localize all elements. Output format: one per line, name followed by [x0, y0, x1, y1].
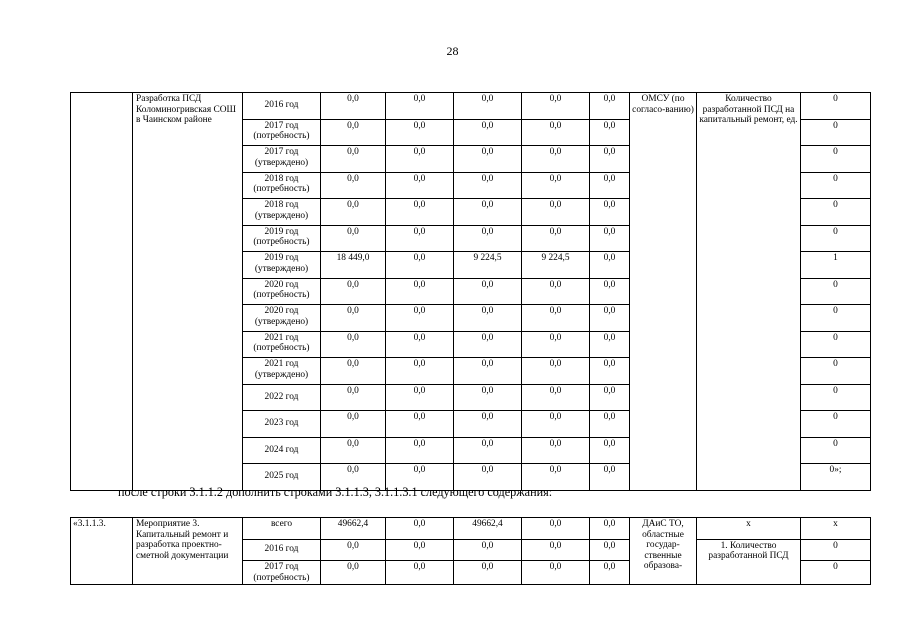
year-cell: 2016 год [243, 539, 321, 561]
value-cell: 0,0 [590, 172, 630, 199]
value-cell: 0,0 [522, 331, 590, 358]
value-cell: 0,0 [454, 93, 522, 120]
value-cell: 0,0 [454, 172, 522, 199]
indicator-name-cell: x [697, 518, 801, 540]
value-cell: 0,0 [386, 199, 454, 226]
value-cell: 0,0 [454, 464, 522, 491]
value-cell: 49662,4 [321, 518, 386, 540]
value-cell: 0,0 [590, 199, 630, 226]
indicator-value-cell: 0 [801, 172, 871, 199]
year-cell: 2024 год [243, 437, 321, 464]
value-cell: 49662,4 [454, 518, 522, 540]
value-cell: 0,0 [454, 331, 522, 358]
indicator-value-cell: 0 [801, 437, 871, 464]
value-cell: 0,0 [522, 278, 590, 305]
value-cell: 0,0 [522, 305, 590, 332]
value-cell: 0,0 [321, 384, 386, 411]
value-cell: 0,0 [386, 437, 454, 464]
value-cell: 0,0 [386, 358, 454, 385]
year-cell: 2018 год (потребность) [243, 172, 321, 199]
value-cell: 0,0 [522, 561, 590, 585]
page-number: 28 [446, 44, 459, 58]
value-cell: 0,0 [522, 93, 590, 120]
year-cell: 2020 год (утверждено) [243, 305, 321, 332]
value-cell: 0,0 [386, 411, 454, 438]
indicator-value-cell: x [801, 518, 871, 540]
value-cell: 0,0 [386, 278, 454, 305]
year-cell: 2017 год (потребность) [243, 119, 321, 146]
indicator-value-cell: 0 [801, 411, 871, 438]
value-cell: 0,0 [386, 252, 454, 279]
indicator-value-cell: 0 [801, 384, 871, 411]
year-cell: 2019 год (потребность) [243, 225, 321, 252]
value-cell: 0,0 [522, 411, 590, 438]
indicator-value-cell: 0 [801, 225, 871, 252]
value-cell: 0,0 [454, 199, 522, 226]
value-cell: 0,0 [590, 119, 630, 146]
value-cell: 0,0 [454, 119, 522, 146]
value-cell: 0,0 [590, 539, 630, 561]
value-cell: 0,0 [590, 358, 630, 385]
value-cell: 0,0 [454, 225, 522, 252]
value-cell: 0,0 [386, 561, 454, 585]
year-cell: 2017 год (утверждено) [243, 146, 321, 173]
value-cell: 0,0 [321, 278, 386, 305]
indicator-name-cell: Количество разработанной ПСД на капитальный ремонт, ед. [697, 93, 801, 491]
value-cell: 9 224,5 [522, 252, 590, 279]
value-cell: 0,0 [454, 305, 522, 332]
indicator-name-cell: 1. Количество разработанной ПСД [697, 539, 801, 585]
value-cell: 0,0 [522, 358, 590, 385]
year-cell: 2019 год (утверждено) [243, 252, 321, 279]
value-cell: 0,0 [590, 278, 630, 305]
value-cell: 0,0 [522, 146, 590, 173]
value-cell: 0,0 [321, 437, 386, 464]
value-cell: 0,0 [321, 464, 386, 491]
year-cell: 2016 год [243, 93, 321, 120]
indicator-value-cell: 0»; [801, 464, 871, 491]
value-cell: 0,0 [522, 199, 590, 226]
indicator-value-cell: 0 [801, 305, 871, 332]
value-cell: 0,0 [386, 119, 454, 146]
value-cell: 0,0 [321, 146, 386, 173]
indicator-value-cell: 0 [801, 278, 871, 305]
value-cell: 0,0 [522, 119, 590, 146]
value-cell: 9 224,5 [454, 252, 522, 279]
row-number-cell: «3.1.1.3. [71, 518, 133, 585]
value-cell: 0,0 [386, 172, 454, 199]
indicator-value-cell: 0 [801, 93, 871, 120]
value-cell: 0,0 [454, 437, 522, 464]
value-cell: 0,0 [522, 437, 590, 464]
value-cell: 0,0 [454, 561, 522, 585]
executor-cell: ДАиС ТО, областные государ-ственные образова- [630, 518, 697, 585]
value-cell: 0,0 [522, 172, 590, 199]
indicator-value-cell: 0 [801, 331, 871, 358]
value-cell: 0,0 [590, 464, 630, 491]
value-cell: 0,0 [321, 199, 386, 226]
indicator-value-cell: 0 [801, 561, 871, 585]
value-cell: 0,0 [590, 252, 630, 279]
value-cell: 0,0 [454, 278, 522, 305]
value-cell: 0,0 [454, 146, 522, 173]
value-cell: 0,0 [590, 93, 630, 120]
year-cell: 2025 год [243, 464, 321, 491]
value-cell: 0,0 [454, 384, 522, 411]
value-cell: 0,0 [386, 464, 454, 491]
year-cell: 2018 год (утверждено) [243, 199, 321, 226]
year-cell: 2021 год (потребность) [243, 331, 321, 358]
value-cell: 0,0 [590, 331, 630, 358]
value-cell: 0,0 [386, 331, 454, 358]
value-cell: 0,0 [386, 225, 454, 252]
value-cell: 0,0 [522, 518, 590, 540]
year-cell: 2021 год (утверждено) [243, 358, 321, 385]
value-cell: 0,0 [522, 384, 590, 411]
value-cell: 0,0 [454, 539, 522, 561]
value-cell: 0,0 [386, 539, 454, 561]
value-cell: 0,0 [386, 146, 454, 173]
value-cell: 0,0 [386, 518, 454, 540]
value-cell: 0,0 [590, 437, 630, 464]
year-cell: 2022 год [243, 384, 321, 411]
value-cell: 0,0 [454, 411, 522, 438]
value-cell: 0,0 [321, 539, 386, 561]
value-cell: 0,0 [590, 146, 630, 173]
indicator-value-cell: 0 [801, 199, 871, 226]
indicator-value-cell: 0 [801, 119, 871, 146]
year-cell: всего [243, 518, 321, 540]
indicator-value-cell: 0 [801, 358, 871, 385]
indicator-value-cell: 0 [801, 539, 871, 561]
year-cell: 2023 год [243, 411, 321, 438]
value-cell: 0,0 [590, 518, 630, 540]
value-cell: 0,0 [454, 358, 522, 385]
measure-name-cell: Разработка ПСД Коломиногривская СОШ в Чаинском районе [133, 93, 243, 491]
value-cell: 0,0 [590, 225, 630, 252]
value-cell: 0,0 [321, 119, 386, 146]
value-cell: 0,0 [321, 561, 386, 585]
value-cell: 0,0 [590, 561, 630, 585]
value-cell: 0,0 [321, 93, 386, 120]
value-cell: 0,0 [321, 225, 386, 252]
indicator-value-cell: 0 [801, 146, 871, 173]
indicator-value-cell: 1 [801, 252, 871, 279]
value-cell: 0,0 [321, 358, 386, 385]
value-cell: 0,0 [590, 305, 630, 332]
row-number-cell [71, 93, 133, 491]
value-cell: 0,0 [590, 411, 630, 438]
value-cell: 0,0 [321, 172, 386, 199]
year-cell: 2020 год (потребность) [243, 278, 321, 305]
executor-cell: ОМСУ (по согласо-ванию) [630, 93, 697, 491]
value-cell: 0,0 [321, 411, 386, 438]
value-cell: 0,0 [522, 225, 590, 252]
measure-name-cell: Мероприятие 3. Капитальный ремонт и разработка проектно-сметной документации [133, 518, 243, 585]
value-cell: 0,0 [386, 305, 454, 332]
value-cell: 0,0 [321, 331, 386, 358]
value-cell: 18 449,0 [321, 252, 386, 279]
amendment-instruction: после строки 3.1.1.2 дополнить строками 3.1.1.3, 3.1.1.3.1 следующего содержания: [118, 485, 553, 499]
table-row [71, 518, 871, 540]
value-cell: 0,0 [522, 464, 590, 491]
value-cell: 0,0 [321, 305, 386, 332]
table-row [71, 93, 871, 120]
program-table-top [70, 92, 871, 491]
value-cell: 0,0 [386, 93, 454, 120]
value-cell: 0,0 [590, 384, 630, 411]
value-cell: 0,0 [386, 384, 454, 411]
value-cell: 0,0 [522, 539, 590, 561]
program-table-bottom [70, 517, 871, 585]
year-cell: 2017 год (потребность) [243, 561, 321, 585]
